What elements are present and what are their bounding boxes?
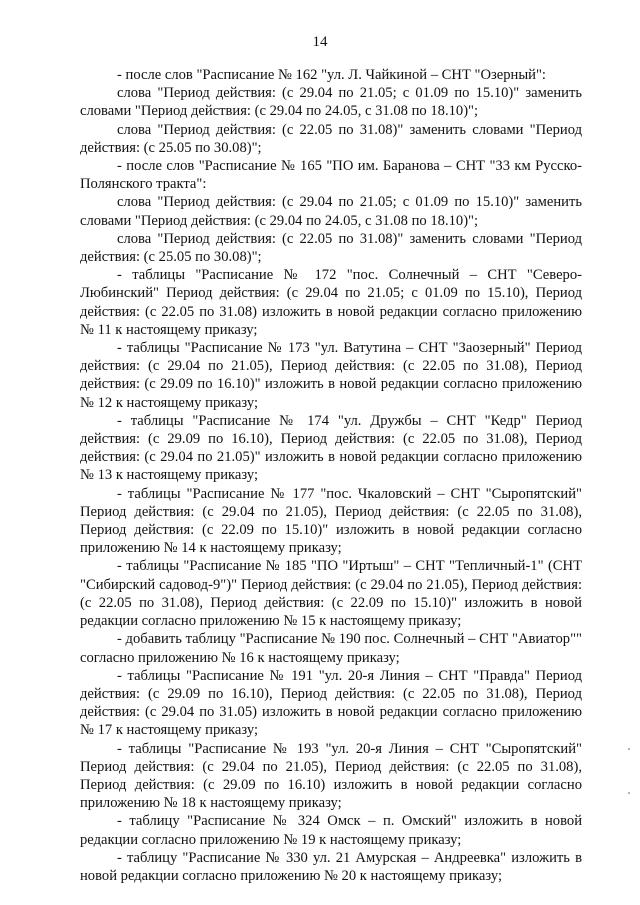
page-number: 14 [312, 34, 328, 50]
paragraph-table-172: - таблицы "Расписание № 172 "пос. Солнечный – СНТ "Северо-Любинский" Период действия: (с 29.04 по 21.05; с 01.09 по 15.10), Период действия: (с 22.05 по 31.08) изложить в новой редакции согласно приложению № 11 к настоящему приказу; [80, 267, 582, 338]
paragraph-add-table-190: - добавить таблицу "Расписание № 190 пос. Солнечный – СНТ "Авиатор"" согласно приложению № 16 к настоящему приказу; [80, 631, 582, 666]
paragraph-table-330: - таблицу "Расписание № 330 ул. 21 Амурская – Андреевка" изложить в новой редакции согласно приложению № 20 к настоящему приказу; [80, 849, 582, 884]
paragraph-after-schedule-162: - после слов "Расписание № 162 "ул. Л. Чайкиной – СНТ "Озерный": [117, 67, 546, 83]
paragraph-165-replace-period-1: слова "Период действия: (с 29.04 по 21.05; с 01.09 по 15.10)" заменить словами "Период действия: (с 29.04 по 24.05, с 31.08 по 18.10)"; [80, 194, 582, 229]
paragraph-165-replace-period-2: слова "Период действия: (с 22.05 по 31.08)" заменить словами "Период действия: (с 25.05 по 30.08)"; [80, 230, 582, 266]
paragraph-table-193: - таблицы "Расписание № 193 "ул. 20-я Линия – СНТ "Сыропятский" Период действия: (с 29.04 по 21.05), Период действия: (с 22.05 по 31.08), Период действия: (с 29.09 по 16.10) изложить в новой редакции согласно приложению № 18 к настоящему приказу; [80, 740, 582, 812]
paragraph-table-324: - таблицу "Расписание № 324 Омск – п. Омский" изложить в новой редакции согласно приложению № 19 к настоящему приказу; [80, 813, 582, 848]
paragraph-162-replace-period-2: слова "Период действия: (с 22.05 по 31.08)" заменить словами "Период действия: (с 25.05 по 30.08)"; [80, 121, 582, 156]
paragraph-162-replace-period-1: слова "Период действия: (с 29.04 по 21.05; с 01.09 по 15.10)" заменить словами "Период действия: (с 29.04 по 24.05, с 31.08 по 18.10)"; [80, 85, 582, 120]
paragraph-table-173: - таблицы "Расписание № 173 "ул. Ватутина – СНТ "Заозерный" Период действия: (с 29.04 по 21.05), Период действия: (с 22.05 по 31.08), Период действия: (с 29.09 по 16.10)" изложить в новой редакции согласно приложению № 12 к настоящему приказу; [80, 340, 582, 411]
paragraph-table-174: - таблицы "Расписание № 174 "ул. Дружбы – СНТ "Кедр" Период действия: (с 29.09 по 16.10), Период действия: (с 22.05 по 31.08), Период действия: (с 29.04 по 21.05)" изложить в новой редакции согласно приложению № 13 к настоящему приказу; [80, 412, 582, 484]
scan-speck [628, 792, 630, 794]
document-body [80, 66, 582, 885]
scan-speck [628, 748, 630, 750]
paragraph-table-177: - таблицы "Расписание № 177 "пос. Чкаловский – СНТ "Сыропятский" Период действия: (с 29.04 по 21.05), Период действия: (с 22.05 по 31.08), Период действия: (с 22.09 по 15.10)" изложить в новой редакции согласно приложению № 14 к настоящему приказу; [80, 485, 582, 557]
paragraph-after-schedule-165: - после слов "Расписание № 165 "ПО им. Баранова – СНТ "33 км Русско-Полянского тракта": [80, 158, 582, 193]
paragraph-table-191: - таблицы "Расписание № 191 "ул. 20-я Линия – СНТ "Правда" Период действия: (с 29.09 по 16.10), Период действия: (с 22.05 по 31.08), Период действия: (с 29.04 по 31.05) изложить в новой редакции согласно приложению № 17 к настоящему приказу; [80, 667, 582, 739]
paragraph-table-185: - таблицы "Расписание № 185 "ПО "Иртыш" – СНТ "Тепличный-1" (СНТ "Сибирский садовод-9")" Период действия: (с 29.04 по 21.05), Период действия: (с 22.05 по 31.08), Период действия: (с 22.09 по 15.10)" изложить в новой редакции согласно приложению № 15 к настоящему приказу; [80, 558, 582, 630]
